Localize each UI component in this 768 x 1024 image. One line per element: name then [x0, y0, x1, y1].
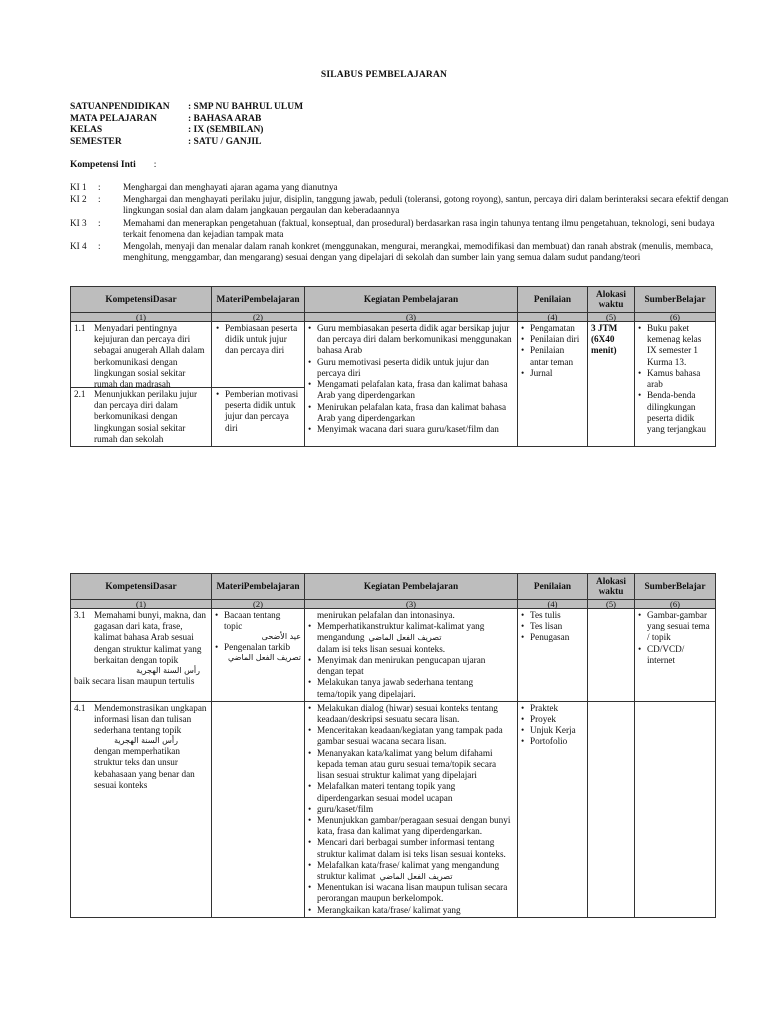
- ki-text: Memahami dan menerapkan pengetahuan (faktual, konseptual, dan prosedural) berdasarkan rasa ingin tahunya tentang ilmu pengetahuan, teknologi, seni budaya terkait fenomena dan kejadian tampak mata: [123, 217, 715, 239]
- kegiatan-item: • Menyimak wacana dari suara guru/kaset/film dan: [317, 424, 514, 435]
- kegiatan-cell: [305, 701, 518, 917]
- penilaian-item: • Tes tulis: [530, 610, 584, 621]
- penilaian-item: • Portofolio: [530, 736, 584, 747]
- kegiatan-item: • guru/kaset/film: [317, 804, 514, 815]
- penilaian-cell: [518, 701, 588, 917]
- meta-row-semester: [70, 137, 303, 149]
- materi-item: [224, 642, 301, 663]
- col-number: (1): [71, 313, 212, 322]
- penilaian-cell: [518, 609, 588, 702]
- kd-item: [71, 388, 211, 446]
- kd-text: Mendemonstrasikan ungkapan informasi lisan dan tulisan sederhana tentang topik: [94, 702, 207, 736]
- ki-colon: :: [98, 241, 101, 252]
- kd-number: 4.1: [74, 702, 86, 713]
- kd-number: 2.1: [74, 389, 86, 399]
- header-penilaian: Penilaian: [518, 574, 588, 600]
- penilaian-item: • Tes lisan: [530, 621, 584, 632]
- header-kd: KompetensiDasar: [71, 574, 212, 600]
- ki-colon: :: [98, 182, 101, 192]
- kegiatan-item: • Menanyakan kata/kalimat yang belum difahami kepada teman atau guru sesuai tema/topik secara lisan sesuai struktur kalimat yang dipelajari: [317, 748, 514, 782]
- kd-arabic: رأس السنة الهجرية: [136, 666, 200, 676]
- header-sumber: SumberBelajar: [635, 574, 716, 600]
- ki-colon: :: [98, 194, 101, 205]
- header-alokasi: Alokasi waktu: [588, 574, 635, 600]
- penilaian-item: • Proyek: [530, 714, 584, 725]
- sumber-item: • Buku paket kemenag kelas IX semester 1 Kurma 13.: [647, 323, 712, 368]
- page-title: SILABUS PEMBELAJARAN: [320, 70, 448, 80]
- penilaian-item: • Penilaian diri: [530, 334, 584, 345]
- kegiatan-item: • Mencari dari berbagai sumber informasi tentang struktur kalimat dalam isi teks lisan sesuai konteks.: [317, 837, 514, 859]
- kd-cell: [71, 701, 212, 917]
- penilaian-item: • Pengamatan: [530, 323, 584, 334]
- ki-item: [70, 241, 730, 263]
- kd-cell: [71, 322, 212, 447]
- header-sumber: SumberBelajar: [635, 287, 716, 313]
- kegiatan-cell: [305, 609, 518, 702]
- meta-row-class: [70, 125, 303, 137]
- kd-text: Menunjukkan perilaku jujur dan percaya diri dalam berkomunikasi dengan lingkungan sosial sekitar rumah dan sekolah: [94, 389, 198, 444]
- penilaian-item: • Penilaian antar teman: [530, 345, 584, 367]
- col-number: (6): [635, 313, 716, 322]
- ki-item: [70, 182, 730, 193]
- ki-item: [70, 194, 730, 216]
- sumber-item: • Benda-benda dilingkungan peserta didik yang terjangkau: [647, 390, 712, 435]
- kegiatan-item: • Menentukan isi wacana lisan maupun tulisan secara perorangan maupun berkelompok.: [317, 882, 514, 904]
- ki-heading: [70, 160, 156, 172]
- ki-code: KI 1: [70, 182, 87, 192]
- col-number: (6): [635, 600, 716, 609]
- col-number: (5): [588, 313, 635, 322]
- kd-cell: [71, 609, 212, 702]
- sumber-cell: [635, 322, 716, 447]
- kegiatan-item: • Melakukan tanya jawab sederhana tentang tema/topik yang dipelajari.: [317, 677, 514, 699]
- syllabus-table-1: [70, 286, 716, 447]
- kd-arabic: رأس السنة الهجرية: [114, 736, 178, 746]
- materi-arabic: تصريف الفعل الماضي: [228, 653, 301, 663]
- materi-item: • Pemberian motivasi peserta didik untuk jujur dan percaya diri: [225, 389, 301, 434]
- kegiatan-text: Melafalkan kata/frase/ kalimat yang mengandung struktur kalimat: [317, 859, 500, 882]
- meta-value: : IX (SEMBILAN): [188, 125, 264, 135]
- meta-value: : SMP NU BAHRUL ULUM: [188, 102, 304, 112]
- meta-label: SEMESTER: [70, 136, 122, 147]
- col-number: (3): [305, 600, 518, 609]
- alokasi-cell: 3 JTM (6X40 menit): [588, 322, 635, 447]
- kegiatan-tail: dalam isi teks lisan sesuai konteks.: [317, 643, 446, 654]
- meta-row-subject: [70, 114, 303, 126]
- kegiatan-item: • Mengamati pelafalan kata, frasa dan kalimat bahasa Arab yang diperdengarkan: [317, 379, 514, 401]
- kegiatan-item: • Guru memotivasi peserta didik untuk jujur dan percaya diri: [317, 357, 514, 379]
- penilaian-item: • Penugasan: [530, 632, 584, 643]
- materi-block: [212, 388, 304, 435]
- materi-block: [212, 322, 304, 388]
- meta-row-school: [70, 102, 303, 114]
- penilaian-item: • Unjuk Kerja: [530, 725, 584, 736]
- col-number: (2): [212, 600, 305, 609]
- kd-item: [71, 322, 211, 388]
- meta-label: MATA PELAJARAN: [70, 113, 157, 124]
- col-number: (1): [71, 600, 212, 609]
- kd-item: [74, 610, 208, 666]
- header-kegiatan: Kegiatan Pembelajaran: [305, 574, 518, 600]
- kegiatan-item: • Menirukan pelafalan kata, frasa dan kalimat bahasa Arab yang diperdengarkan: [317, 402, 514, 424]
- col-number: (4): [518, 313, 588, 322]
- ki-text: Mengolah, menyaji dan menalar dalam ranah konkret (menggunakan, mengurai, merangkai, memodifikasi dan membuat) dan ranah abstrak (menulis, membaca, menghitung, menggambar, dan mengarang) sesuai dengan yang dipelajari di sekolah dan sumber lain yang semua dalam sudut pandang/teori: [123, 241, 714, 263]
- sumber-item: • CD/VCD/ internet: [647, 644, 712, 666]
- kd-text: Menyadari pentingnya kejujuran dan percaya diri sebagai anugerah Allah dalam berkomunikasi dengan lingkungan sosial sekitar rumah dan madrasah: [94, 323, 205, 390]
- kegiatan-item: [317, 860, 514, 882]
- ki-code: KI 2: [70, 194, 87, 205]
- sumber-item: • Gambar-gambar yang sesuai tema / topik: [647, 610, 712, 644]
- kd-number: 3.1: [74, 610, 86, 620]
- ki-code: KI 4: [70, 241, 87, 252]
- ki-item: [70, 218, 730, 240]
- alokasi-cell: [588, 609, 635, 702]
- materi-text: Pengenalan tarkib: [224, 642, 291, 653]
- identity-block: [70, 102, 303, 148]
- materi-arabic: عيد الأضحى: [261, 632, 301, 642]
- header-alokasi: Alokasi waktu: [588, 287, 635, 313]
- materi-cell: [212, 322, 305, 447]
- header-kd: KompetensiDasar: [71, 287, 212, 313]
- kegiatan-cell: [305, 322, 518, 447]
- sumber-cell: [635, 609, 716, 702]
- header-materi: MateriPembelajaran: [212, 287, 305, 313]
- ki-colon: :: [98, 217, 101, 228]
- meta-value: : SATU / GANJIL: [188, 136, 262, 147]
- meta-label: KELAS: [70, 125, 103, 135]
- col-number: (5): [588, 600, 635, 609]
- col-number: (3): [305, 313, 518, 322]
- syllabus-table-2: [70, 573, 716, 918]
- kegiatan-item: • Menyimak dan menirukan pengucapan ujaran dengan tepat: [317, 655, 514, 677]
- kegiatan-item: [317, 621, 514, 655]
- penilaian-item: • Praktek: [530, 703, 584, 714]
- ki-list: [70, 182, 730, 265]
- alokasi-cell: [588, 701, 635, 917]
- ki-heading-colon: :: [153, 160, 157, 170]
- meta-label: SATUANPENDIDIKAN: [70, 102, 170, 112]
- meta-value: : BAHASA ARAB: [188, 113, 262, 124]
- ki-heading-label: Kompetensi Inti: [70, 160, 136, 170]
- materi-cell: [212, 701, 305, 917]
- kd-tail: dengan memperhatikan struktur teks dan unsur kebahasaan yang benar dan sesuai konteks: [94, 746, 195, 790]
- ki-text: Menghargai dan menghayati ajaran agama yang dianutnya: [123, 182, 338, 192]
- kegiatan-text: Memperhatikanstruktur kalimat-kalimat yang mengandung: [317, 621, 485, 643]
- col-number: (4): [518, 600, 588, 609]
- kd-text: Memahami bunyi, makna, dan gagasan dari kata, frase, kalimat bahasa Arab sesuai dengan struktur kalimat yang berkaitan dengan topik: [94, 610, 207, 665]
- kegiatan-item: • Melafalkan materi tentang topik yang diperdengarkan sesuai model ucapan: [317, 781, 514, 803]
- materi-item: [224, 610, 301, 642]
- header-materi: MateriPembelajaran: [212, 574, 305, 600]
- kegiatan-item: • Menunjukkan gambar/peragaan sesuai dengan bunyi kata, frasa dan kalimat yang diperdengarkan.: [317, 815, 514, 837]
- kegiatan-item: • Merangkaikan kata/frase/ kalimat yang: [317, 905, 514, 916]
- materi-text: Bacaan tentang topic: [224, 610, 281, 632]
- sumber-item: • Kamus bahasa arab: [647, 368, 712, 390]
- header-kegiatan: Kegiatan Pembelajaran: [305, 287, 518, 313]
- materi-item: • Pembiasaan peserta didik untuk jujur dan percaya diri: [225, 323, 301, 357]
- penilaian-item: • Jurnal: [530, 368, 584, 379]
- col-number: (2): [212, 313, 305, 322]
- penilaian-cell: [518, 322, 588, 447]
- sumber-cell: [635, 701, 716, 917]
- kd-number: 1.1: [74, 323, 86, 333]
- ki-text: Menghargai dan menghayati perilaku jujur, disiplin, tanggung jawab, peduli (toleransi, gotong royong), santun, percaya diri dalam berinteraksi secara efektif dengan lingkungan sosial dan alam dalam jangkauan pergaulan dan keberadaannya: [123, 194, 729, 216]
- materi-cell: [212, 609, 305, 702]
- kegiatan-intro: menirukan pelafalan dan intonasinya.: [317, 610, 455, 620]
- kegiatan-arabic: تصريف الفعل الماضي: [379, 872, 453, 882]
- kegiatan-item: • Melakukan dialog (hiwar) sesuai konteks tentang keadaan/deskripsi sesuatu secara lisan.: [317, 703, 514, 725]
- ki-code: KI 3: [70, 217, 87, 228]
- kd-tail: baik secara lisan maupun tertulis: [74, 675, 195, 686]
- kd-item: [74, 703, 208, 737]
- header-penilaian: Penilaian: [518, 287, 588, 313]
- kegiatan-arabic: تصريف الفعل الماضي: [368, 633, 442, 643]
- kegiatan-item: • Guru membiasakan peserta didik agar bersikap jujur dan percaya diri dalam berkomunikasi menggunakan bahasa Arab: [317, 323, 514, 357]
- kegiatan-item: • Menceritakan keadaan/kegiatan yang tampak pada gambar sesuai wacana secara lisan.: [317, 725, 514, 747]
